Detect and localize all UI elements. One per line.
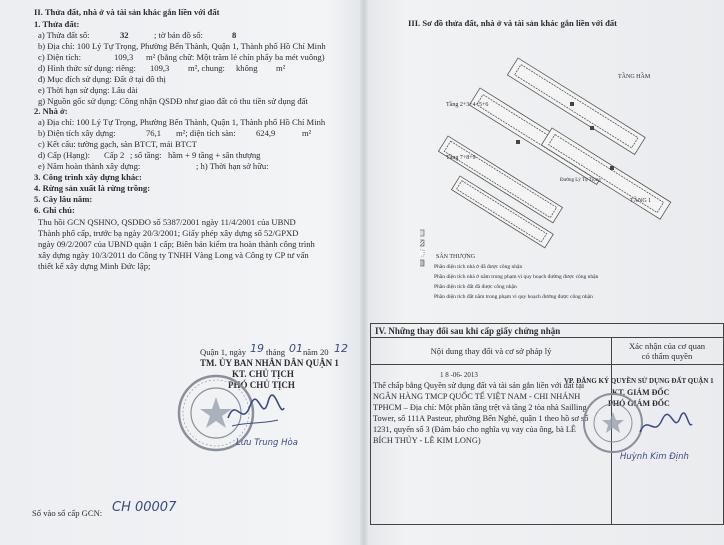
trees-heading: 5. Cây lâu năm: [34,194,93,204]
map-sheet-number: 8 [232,30,237,40]
chairman-signature [222,388,288,436]
completed-year-label: e) Năm hoàn thành xây dựng: [38,161,141,171]
legend-item: Phần diện tích nhà ở đã được công nhận [434,264,523,270]
parcel-heading: 1. Thửa đất: [34,19,80,29]
land-term: e) Thời hạn sử dụng: Lâu dài [38,85,138,95]
col-header-confirm-line: có thẩm quyền [641,351,693,361]
other-works-heading: 3. Công trình xây dựng khác: [34,172,142,182]
label-ground-floor: TẦNG 1 [630,198,652,204]
kt-director: KT. GIÁM ĐỐC [612,388,670,397]
label-basement: TẦNG HẦM [618,74,651,80]
area-in-words: m² (bằng chữ: Một trăm lẻ chín phẩy ba mét vuông) [146,52,325,62]
ownership-term-label: ; h) Thời hạn sở hữu: [196,161,269,171]
house-structure: c) Kết cấu: tường gạch, sàn BTCT, mái BTCT [38,139,197,149]
floor-area-value: 624,9 [256,128,276,138]
street-label: Đường Lý Tự Trọng [560,178,601,183]
section-2-title: II. Thửa đất, nhà ở và tài sản khác gắn liền với đất [34,7,220,17]
note-line: Thành phố cấp, trước bạ ngày 20/3/2001; Giấy phép xây dựng số 52/GPXD [38,228,299,238]
col-header-confirm [611,338,723,365]
signer-name: Lưu Trung Hòa [236,438,298,448]
officer-signature [636,408,696,444]
issue-year: 12 [334,342,348,355]
label-floors-7-9: Tầng 7+8+9 [446,155,476,161]
note-line: thiết kế xây dựng Minh Đức lập; [38,261,151,271]
issue-year-label: năm 20 [303,347,329,357]
area-label: c) Diện tích: [38,52,81,62]
land-origin: g) Nguồn gốc sử dụng: Công nhận QSDĐ như giao đất có thu tiền sử dụng đất [38,96,308,106]
notes-heading: 6. Ghi chú: [34,205,75,215]
usage-unit: m² [276,63,286,73]
floors-label: ; số tầng: [130,150,162,160]
section-4-title: IV. Những thay đổi sau khi cấp giấy chứng nhận [371,324,723,338]
parcel-number-label: a) Thửa đất số: [38,30,90,40]
issue-date-prefix: Quận 1, ngày [200,347,247,357]
house-grade-label: d) Cấp (Hạng): [38,150,91,160]
entry-line: Thế chấp bằng Quyền sử dụng đất và tài sản gắn liền với đất tại [373,381,585,390]
entry-line: Tower, số 111A Pasteur, phường Bến Nghé, quận 1 theo hồ sơ số [373,414,589,423]
land-purpose: đ) Mục đích sử dụng: Đất ở tại đô thị [38,74,166,84]
cert-number-label: Số vào sổ cấp GCN: [32,508,103,518]
floors-value: hầm + 9 tầng + sân thượng [168,150,261,160]
note-line: xây dựng ngày 10/3/2011 do Công ty TNHH Vàng Long và Công ty CP tư vấn [38,250,309,260]
issue-month: 01 [289,342,303,355]
issue-day: 19 [250,342,264,355]
committee-name: TM. ỦY BAN NHÂN DÂN QUẬN 1 [200,358,339,368]
kt-chairman: KT. CHỦ TỊCH [232,369,294,379]
col-header-confirm-line: Xác nhận của cơ quan [628,341,706,351]
entry-line: TPHCM – Địa chỉ: Một phần tầng trệt và tầng 2 tòa nhà Sailling [373,403,587,412]
usage-form-label: d) Hình thức sử dụng: riêng: [38,63,136,73]
officer-name: Huỳnh Kim Định [620,452,689,462]
entry-line: BÍCH THỦY - LÊ KIM LONG) [373,436,481,445]
section-3-title: III. Sơ đồ thửa đất, nhà ở và tài sản khác gắn liền với đất [408,18,618,28]
label-rooftop: SÂN THƯỢNG [436,254,476,260]
floor-area-label: m²; diện tích sàn: [176,128,236,138]
usage-common-label: m², chung: [188,63,225,73]
build-area-label: b) Diện tích xây dựng: [38,128,116,138]
legend-item: Phần diện tích đất đã được công nhận [434,284,517,290]
registry-seal [582,392,644,454]
build-area-value: 76,1 [146,128,162,138]
deputy-director: PHÓ GIÁM ĐỐC [608,399,670,408]
house-heading: 2. Nhà ở: [34,106,68,116]
legend-item: Phần diện tích đất nằm trong phạm vi quy hoạch đường được công nhận [434,294,593,300]
page-fold [360,0,368,545]
note-line: ngày 09/2/2007 của UBND quận 1 cấp; Biên bản kiểm tra hoàn thành công trình [38,239,315,249]
cert-number: CH 00007 [112,500,177,515]
entry-date: 1 8 -06- 2013 [440,371,478,379]
usage-private-area: 109,3 [150,63,170,73]
col-header-changes: Nội dung thay đổi và cơ sở pháp lý [371,338,611,365]
legend-item: Phần diện tích nhà ở nằm trong phạm vi quy hoạch đường được công nhận [434,274,599,280]
floor-area-unit: m² [302,128,312,138]
house-grade: Cấp 2 [104,150,125,160]
label-floors-2-6: Tầng 2+3+4+5+6 [446,102,489,108]
issue-month-label: tháng [266,347,286,357]
parcel-number: 32 [120,30,129,40]
forest-heading: 4. Rừng sản xuất là rừng trồng: [34,183,151,193]
entry-line: NGÂN HÀNG TMCP QUỐC TẾ VIỆT NAM - CHI NHÁNH [373,392,581,401]
usage-common-area: không [236,63,258,73]
registry-office: VP. ĐĂNG KÝ QUYỀN SỬ DỤNG ĐẤT QUẬN 1 [564,377,714,385]
note-line: Thu hồi GCN QSHNO, QSDĐO số 5387/2001 ngày 11/4/2001 của UBND [38,217,296,227]
entry-line: 1231, quyển số 3 (Đảm bảo cho nghĩa vụ vay của ông, bà LÊ [373,425,576,434]
vice-chairman: PHÓ CHỦ TỊCH [228,380,295,390]
house-address: a) Địa chỉ: 100 Lý Tự Trọng, Phường Bến Thành, Quận 1, Thành phố Hồ Chí Minh [38,117,326,127]
parcel-address: b) Địa chỉ: 100 Lý Tự Trọng, Phường Bến Thành, Quận 1, Thành phố Hồ Chí Minh [38,41,326,51]
map-sheet-label: ; tờ bản đồ số: [154,30,203,40]
area-value: 109,3 [114,52,134,62]
